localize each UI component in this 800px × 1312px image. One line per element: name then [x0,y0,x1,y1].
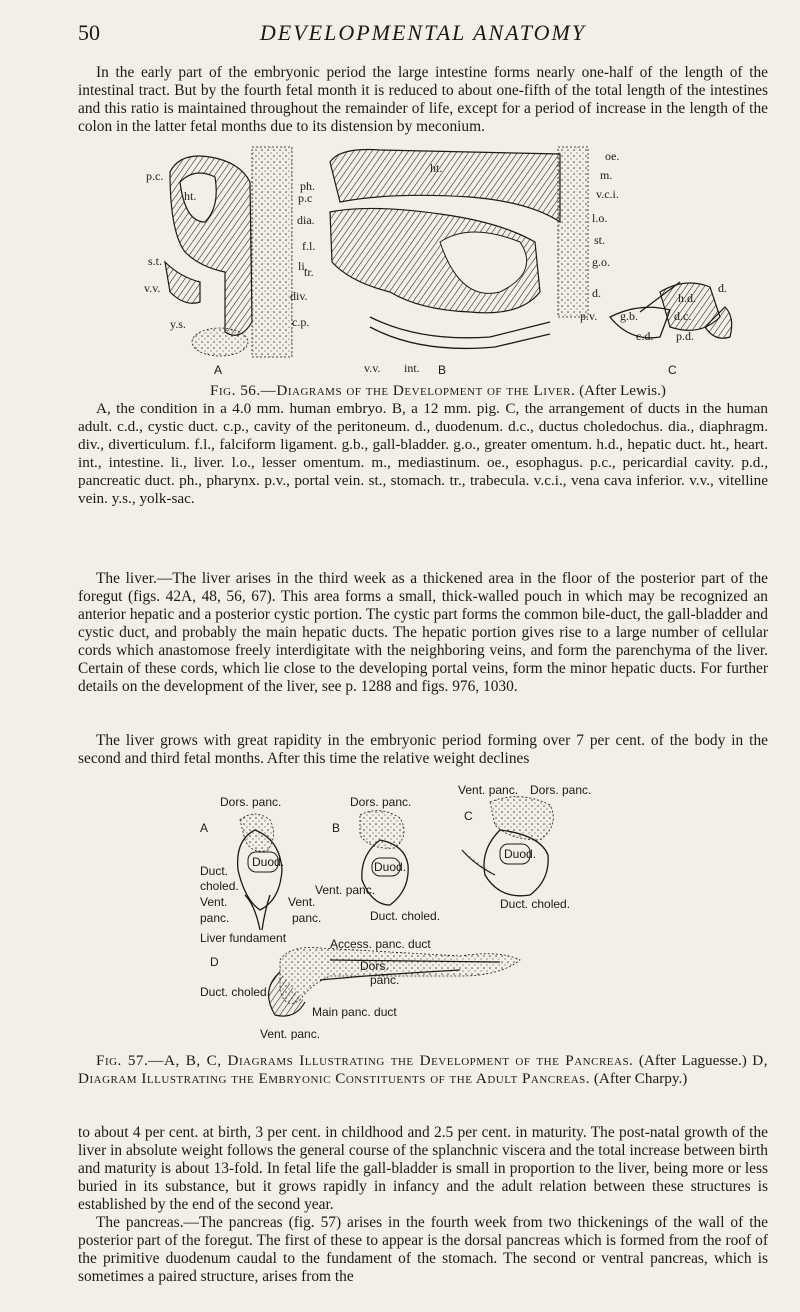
fig56-b-label-tr: tr. [304,265,314,279]
fig56-c-label-pv: p.v. [580,309,598,323]
fig56-b-label-pc: p.c [298,191,313,205]
fig56-b-label-div: div. [290,289,308,303]
fig57-b-label-duct: Duct. choled. [370,909,441,923]
fig56-c-label-d: d. [592,286,601,300]
fig57-d-label-dors: Dors. [360,959,389,973]
fig56-c-label-cd: c.d. [636,329,654,343]
fig56-b-label-ht: ht. [430,161,443,175]
figure-57-caption-title: Fig. 57.—A, B, C, Diagrams Illustrating the Development of the Pancreas. [96,1052,634,1069]
figure-56-drawing [140,142,740,382]
fig57-a-label-dors: Dors. panc. [220,795,282,809]
fig56-c-letter: C [668,363,677,377]
fig57-a-label-choled: choled. [200,879,239,893]
fig57-panel-d [200,937,520,1040]
figure-57-caption [78,1052,768,1088]
fig57-a-label-liver: Liver fundament [200,931,287,945]
fig57-b-label-vent: Vent. panc. [315,883,376,897]
figure-57-caption-title2: D, Diagram Illustrating the Embryonic Constituents of the Adult Pancreas. [78,1052,769,1087]
page-number: 50 [78,20,100,45]
fig57-d-label-duct: Duct. choled. [200,985,271,999]
fig57-b-letter: B [332,821,341,835]
fig57-a-label-vent: Vent. [200,895,228,909]
fig56-c-label-pd: p.d. [676,329,694,343]
figure-56-caption-title: Fig. 56.—Diagrams of the Development of the Liver. [210,382,576,399]
fig56-c-label-oe: oe. [605,149,620,163]
fig57-panel-b [315,795,440,923]
fig57-d-label-vent: Vent. panc. [260,1027,321,1040]
fig56-a-label-vv: v.v. [144,281,161,295]
running-head: DEVELOPMENTAL ANATOMY [259,20,587,45]
fig57-a-label-panc: panc. [200,911,230,925]
paragraph-pancreas: The pancreas.—The pancreas (fig. 57) arises in the fourth week from two thickenings of the wall of the posterior part of the foregut. The first of these to appear is the dorsal pancreas which is formed from the roof of the primitive duodenum caudal to the fundament of the stomach. The second or ventral pancreas, which is sometimes a paired structure, arises from the [78,1214,768,1285]
fig57-a-letter: A [200,821,209,835]
fig57-c-label-duod: Duod. [504,847,537,861]
fig56-c-label-vci: v.c.i. [596,187,619,201]
figure-57-pancreas-diagrams [200,780,620,1040]
fig56-c-label-hd: h.d. [678,291,696,305]
fig56-a-label-ys: y.s. [170,317,186,331]
fig57-c-label-duct: Duct. choled. [500,897,571,911]
paragraph-large-intestine: In the early part of the embryonic period the large intestine forms nearly one-half of the length of the intestinal tract. But by the fourth fetal month it is reduced to about one-fifth of the total length of the intestines and this ratio is maintained throughout the remainder of life, except for a period of increase in the length of the colon in the latter fetal months due to its distension by meconium. [78,64,768,135]
figure-56-caption [78,382,768,508]
fig57-d-label-panc: panc. [370,973,400,987]
fig56-a-letter: A [214,363,223,377]
figure-56-liver-diagrams [140,142,740,382]
fig56-a-label-ht: ht. [184,189,197,203]
fig56-a-label-ph: ph. [300,179,315,193]
fig57-d-letter: D [210,955,219,969]
fig56-panel-c [580,149,732,377]
fig57-a-label-duct: Duct. [200,864,229,878]
paragraph-liver-growth: The liver grows with great rapidity in the embryonic period forming over 7 per cent. of the body in the second and third fetal months. After this time the relative weight declines [78,732,768,767]
fig56-panel-a [144,147,315,377]
fig56-c-label-dc: d.c. [674,309,692,323]
fig57-b-label-dors: Dors. panc. [350,795,412,809]
fig56-b-label-int: int. [404,361,420,375]
fig57-d-label-access: Access. panc. duct [330,937,431,951]
figure-57-drawing [200,780,620,1040]
fig56-c-label-gb: g.b. [620,309,638,323]
paragraph-liver-weight: to about 4 per cent. at birth, 3 per cent. in childhood and 2.5 per cent. in maturity. The post-natal growth of the liver in absolute weight follows the general course of the splanchnic viscera and the total increase between birth and maturity is about 13-fold. In fetal life the gall-bladder is small in proportion to the liver, being more or less buried in its substance, but it grows rapidly in infancy and the adult relation between these structures is established by the end of the second year. [78,1124,768,1213]
fig57-panel-c [458,783,591,911]
fig56-panel-b [290,147,588,377]
page-header [78,20,768,50]
paragraph-liver: The liver.—The liver arises in the third week as a thickened area in the floor of the posterior part of the foregut (figs. 42A, 48, 56, 67). This area forms a small, thick-walled pouch in which may be recognized an anterior hepatic and a posterior cystic portion. The cystic part forms the common bile-duct, the gall-bladder and cystic duct, and probably the main hepatic ducts. The hepatic portion gives rise to a large number of cellular cords which anastomose freely interdigitate with the neighboring veins, and form the parenchyma of the liver. Certain of these cords, which lie close to the developing portal veins, form the minor hepatic ducts. For further details on the development of the liver, see p. 1288 and figs. 976, 1030. [78,570,768,695]
fig56-a-label-li: li. [298,259,308,273]
fig56-b-label-fl: f.l. [302,239,316,253]
fig57-a-label-vent2: Vent. [288,895,316,909]
fig56-c-label-d2: d. [718,281,727,295]
fig56-c-label-lo: l.o. [592,211,608,225]
fig56-c-label-st: st. [594,233,606,247]
fig57-b-label-duod: Duod. [374,860,407,874]
fig57-a-label-duod: Duod. [252,855,285,869]
fig56-b-label-vv: v.v. [364,361,381,375]
fig56-b-letter: B [438,363,447,377]
figure-57-caption-credit1: (After Laguesse.) [638,1052,747,1069]
fig56-c-label-m: m. [600,168,613,182]
fig57-d-label-main: Main panc. duct [312,1005,397,1019]
fig56-b-label-cp: c.p. [292,315,310,329]
figure-56-caption-credit: (After Lewis.) [579,382,666,399]
figure-56-caption-body: A, the condition in a 4.0 mm. human embryo. B, a 12 mm. pig. C, the arrangement of ducts in the human adult. c.d., cystic duct. c.p., cavity of the peritoneum. d., duodenum. d.c., ductus choledochus. dia., diaphragm. div., diverticulum. f.l., falciform ligament. g.b., gall-bladder. g.o., greater omentum. h.d., hepatic duct. ht., heart. int., intestine. li., liver. l.o., lesser omentum. m., mediastinum. oe., esophagus. p.c., pericardial cavity. p.d., pancreatic duct. ph., pharynx. p.v., portal vein. st., stomach. tr., trabecula. v.c.i., vena cava inferior. v.v., vitelline vein. y.s., yolk-sac. [78,400,768,507]
fig57-c-letter: C [464,809,473,823]
fig56-b-label-dia: dia. [297,213,315,227]
fig57-panel-a [200,795,321,945]
fig56-c-label-go: g.o. [592,255,610,269]
fig57-c-label-vent: Vent. panc. [458,783,519,797]
fig57-c-label-dors: Dors. panc. [530,783,592,797]
fig56-a-label-st: s.t. [148,254,163,268]
figure-57-caption-credit2: (After Charpy.) [593,1070,688,1087]
fig56-a-label-pc: p.c. [146,169,164,183]
fig57-a-label-panc2: panc. [292,911,322,925]
